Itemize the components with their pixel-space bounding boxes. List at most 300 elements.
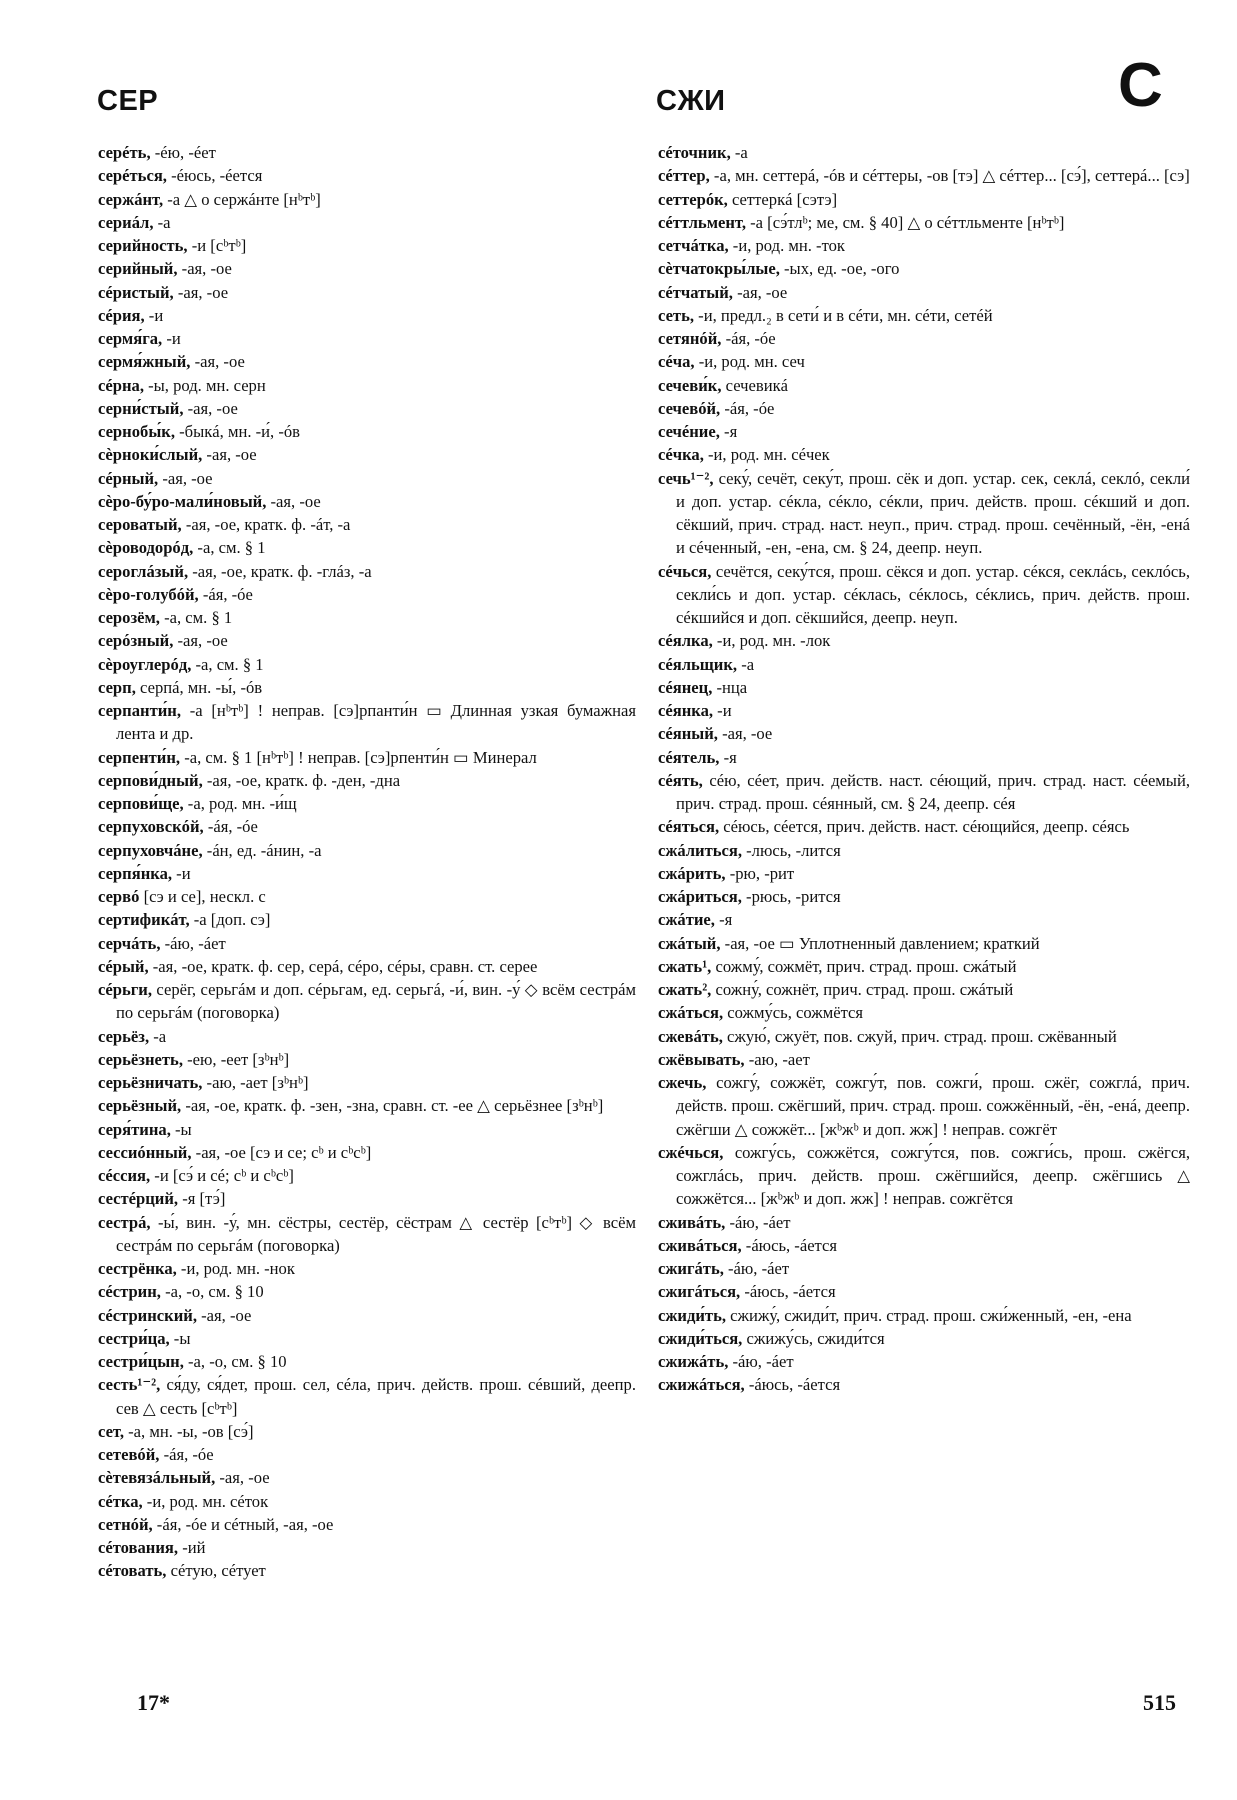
entry-definition: -áя, -óе — [203, 817, 258, 837]
entry-headword: серьёзный, — [98, 1096, 182, 1116]
dictionary-entry — [98, 1304, 636, 1327]
entry-definition: сожгу́, сожжёт, сожгу́т, пов. сожги́, прош. сжёг, сожглá, прич. действ. прош. сжёгший, прич. страд. прош. сожжённый, -ён, -енá, деепр. сжёгши △ сожжёт... [жᵇжᵇ и доп. жж] ! неправ. сожгёт — [676, 1073, 1190, 1139]
entry-headword: сернобы́к, — [98, 422, 175, 441]
entry-headword: сертификáт, — [98, 910, 190, 930]
dictionary-entry — [658, 327, 1190, 350]
dictionary-entry — [98, 1187, 636, 1210]
dictionary-entry — [98, 746, 636, 769]
entry-headword: сетевóй, — [98, 1445, 160, 1464]
entry-definition: -я [тэ́] — [178, 1189, 226, 1209]
entry-definition: сожму́сь, сожмётся — [723, 1003, 864, 1023]
entry-definition: -áя, -óе — [198, 584, 253, 604]
entry-definition: -áя, -óе и сéтный, -ая, -ое — [152, 1514, 334, 1534]
dictionary-entry — [658, 839, 1190, 862]
dictionary-entry — [98, 1164, 636, 1187]
entry-headword: сервó — [98, 887, 140, 906]
entry-headword: сжáрить, — [658, 863, 726, 883]
entry-headword: сéяльщик, — [658, 654, 738, 674]
entry-headword: сериáл, — [98, 212, 154, 232]
entry-definition: -áюсь, -áется — [741, 1235, 838, 1255]
dictionary-entry — [98, 583, 636, 606]
entry-headword: сжáться, — [658, 1003, 724, 1023]
entry-headword: сеть, — [658, 305, 695, 325]
entry-definition: -ая, -ое [сэ и се; сᵇ и сᵇсᵇ] — [191, 1142, 372, 1162]
dictionary-entry — [98, 1048, 636, 1071]
entry-headword: сеттерóк, — [658, 189, 728, 209]
entry-definition: -áюсь, -áется — [744, 1375, 841, 1395]
dictionary-entry — [98, 978, 636, 1025]
dictionary-entry — [98, 815, 636, 838]
entry-headword: серéться, — [98, 166, 167, 186]
entry-headword: сéялка, — [658, 631, 713, 651]
entry-definition: -ая, -ое — [202, 445, 257, 465]
dictionary-entry — [658, 699, 1190, 722]
entry-headword: сéстринский, — [98, 1305, 197, 1325]
entry-headword: сечéние, — [658, 422, 720, 441]
entry-headword: сечь¹⁻², — [658, 468, 714, 488]
dictionary-entry — [98, 443, 636, 466]
entry-definition: -ая, -ое, кратк. ф. -глáз, -а — [188, 561, 372, 581]
entry-headword: сèтчатокры́лые, — [658, 259, 780, 279]
dictionary-entry — [658, 1280, 1190, 1303]
entry-headword: серпенти́н, — [98, 747, 181, 767]
entry-definition: серёг, серьгáм и доп. сéрьгам, ед. серьгá, -и́, вин. -у́ ◇ всём сестрáм по серьгáм (поговорка) — [116, 980, 636, 1023]
entry-definition: сечевикá — [721, 375, 789, 395]
entry-headword: сèро-голубóй, — [98, 584, 199, 604]
entry-headword: сéрный, — [98, 468, 159, 488]
dictionary-entry — [658, 420, 1190, 443]
dictionary-entry — [658, 629, 1190, 652]
entry-headword: сéтования, — [98, 1538, 179, 1557]
entry-definition: -а, -о, см. § 10 — [160, 1282, 264, 1302]
entry-definition: сожгу́сь, сожжётся, сожгу́тся, пов. сожги́сь, прош. сжёгся, сожглáсь, прич. действ. прош. сжёгшийся, деепр. сжёгшись △ сожжётся... [жᵇжᵇ и доп. жж] ! неправ. сожгётся — [676, 1142, 1190, 1209]
entry-definition: сжижу́, сжиди́т, прич. страд. прош. сжи́женный, -ен, -ена — [726, 1305, 1132, 1325]
entry-definition: сожну́, сожнёт, прич. страд. прош. сжáтый — [711, 980, 1014, 999]
entry-headword: сжáтый, — [658, 933, 721, 953]
dictionary-entry — [98, 513, 636, 536]
dictionary-entry — [658, 1304, 1190, 1327]
dictionary-entry — [658, 443, 1190, 466]
dictionary-entry — [98, 536, 636, 559]
dictionary-entry — [98, 1466, 636, 1489]
entry-headword: сжёвывать, — [658, 1049, 745, 1069]
entry-definition: -ая, -ое ▭ Уплотненный давлением; краткий — [720, 933, 1040, 953]
entry-definition: -а, см. § 1 [нᵇтᵇ] ! неправ. [сэ]рпенти́н ▭ Минерал — [180, 747, 537, 767]
dictionary-entry — [658, 769, 1190, 816]
entry-definition: -áю, -áет — [160, 933, 226, 953]
entry-headword: сероглáзый, — [98, 561, 189, 581]
entry-definition: -а — [149, 1026, 167, 1046]
entry-headword: сестрá, — [98, 1212, 151, 1232]
entry-definition: -ая, -ое — [173, 282, 229, 302]
entry-definition: -ая, -ое — [197, 1305, 252, 1325]
entry-definition: -и — [172, 863, 191, 883]
dictionary-entry — [98, 1443, 636, 1466]
entry-headword: серни́стый, — [98, 398, 184, 418]
entry-definition: -и, предл.₂ в сети́ и в сéти, мн. сéти, сетéй — [694, 305, 993, 325]
entry-definition: -а [доп. сэ] — [189, 910, 271, 930]
dictionary-entry — [98, 908, 636, 931]
entry-headword: сéчься, — [658, 561, 712, 581]
entry-definition: -áн, ед. -áнин, -а — [202, 840, 322, 860]
entry-definition: -и, род. мн. -лок — [712, 631, 831, 651]
entry-headword: сжиди́ть, — [658, 1305, 726, 1325]
entry-headword: сжечь, — [658, 1073, 707, 1092]
entry-definition: сеттеркá [сэтэ] — [727, 189, 838, 209]
entry-definition: -áюсь, -áется — [740, 1282, 836, 1302]
entry-headword: серийность, — [98, 236, 188, 255]
entry-definition: -ая, -ое — [266, 491, 321, 511]
entry-headword: сжевáть, — [658, 1026, 723, 1046]
entry-definition: -éю, -éет — [150, 143, 216, 162]
entry-headword: сéрьги, — [98, 980, 152, 999]
entry-definition: -а [нᵇтᵇ] ! неправ. [сэ]рпанти́н ▭ Длинная узкая бумажная лента и др. — [116, 701, 636, 744]
dictionary-entry — [98, 350, 636, 373]
entry-headword: сéяный, — [658, 724, 718, 744]
dictionary-entry — [98, 211, 636, 234]
entry-definition: -áя, -óе — [720, 398, 775, 418]
dictionary-entry — [98, 420, 636, 443]
dictionary-entry — [658, 560, 1190, 630]
entry-headword: сживáться, — [658, 1235, 742, 1255]
dictionary-entry — [658, 676, 1190, 699]
dictionary-entry — [98, 1373, 636, 1420]
entry-definition: -а, см. § 1 — [191, 654, 264, 674]
entry-headword: сечеви́к, — [658, 375, 722, 395]
entry-headword: сéянец, — [658, 677, 713, 697]
entry-headword: сéянка, — [658, 701, 714, 720]
entry-headword: серпови́ще, — [98, 794, 184, 813]
entry-definition: -я — [714, 910, 733, 930]
entry-definition: -а [сэ́тлᵇ; ме, см. § 40] △ о сéттльменте [нᵇтᵇ] — [745, 212, 1065, 232]
entry-definition: -а, мн. -ы, -ов [сэ́] — [123, 1421, 254, 1441]
entry-definition: -а, мн. сеттерá, -óв и сéттеры, -ов [тэ] △ сéттер... [сэ́], сеттерá... [сэ] — [709, 166, 1190, 186]
entry-headword: сèроводорóд, — [98, 538, 194, 558]
entry-definition: -я — [719, 747, 737, 767]
entry-headword: сèроуглерóд, — [98, 654, 192, 674]
entry-definition: сéюсь, сéется, прич. действ. наст. сéющийся, деепр. сéясь — [719, 817, 1130, 837]
entry-definition: -ая, -ое — [732, 282, 788, 302]
dictionary-entry — [98, 1118, 636, 1141]
entry-definition: -и — [162, 329, 181, 348]
dictionary-entry — [658, 1048, 1190, 1071]
entry-headword: сжигáться, — [658, 1282, 741, 1302]
dictionary-entry — [98, 839, 636, 862]
entry-headword: сéять, — [658, 770, 703, 790]
dictionary-entry — [98, 560, 636, 583]
entry-headword: сет, — [98, 1421, 124, 1441]
dictionary-entry — [658, 350, 1190, 373]
dictionary-entry — [98, 257, 636, 280]
dictionary-entry — [98, 1327, 636, 1350]
entry-headword: серóзный, — [98, 631, 174, 651]
entry-definition: ся́ду, ся́дет, прош. сел, сéла, прич. действ. прош. сéвший, деепр. сев △ сесть [сᵇтᵇ] — [116, 1375, 636, 1418]
dictionary-entry — [98, 327, 636, 350]
entry-headword: сжижáть, — [658, 1352, 729, 1371]
entry-definition: -ая, -ое, кратк. ф. сер, серá, сéро, сéры, сравн. ст. серее — [148, 956, 538, 976]
entry-headword: серийный, — [98, 259, 178, 279]
entry-definition: -и, род. мн. -ток — [728, 236, 845, 255]
entry-headword: сéрый, — [98, 956, 149, 976]
dictionary-entry — [98, 234, 636, 257]
entry-definition: -нца — [712, 677, 748, 697]
entry-headword: сéристый, — [98, 282, 174, 302]
dictionary-entry — [98, 792, 636, 815]
entry-headword: серпанти́н, — [98, 701, 182, 720]
dictionary-entry — [98, 490, 636, 513]
dictionary-entry — [98, 1141, 636, 1164]
dictionary-entry — [658, 164, 1190, 187]
entry-headword: сèро-бу́ро-мали́новый, — [98, 491, 267, 511]
dictionary-entry — [98, 467, 636, 490]
entry-definition: -ая, -ое, кратк. ф. -áт, -а — [181, 515, 351, 534]
entry-headword: сермя́жный, — [98, 352, 191, 372]
entry-definition: -а, см. § 1 — [159, 608, 233, 627]
entry-headword: сжать¹, — [658, 956, 712, 976]
dictionary-entry — [658, 978, 1190, 1001]
dictionary-entry — [658, 955, 1190, 978]
dictionary-entry — [98, 1280, 636, 1303]
entry-headword: сéтовать, — [98, 1561, 167, 1581]
dictionary-entry — [658, 1141, 1190, 1211]
entry-headword: сетчáтка, — [658, 236, 729, 255]
entry-headword: сèрноки́слый, — [98, 445, 203, 465]
right-column — [658, 141, 1190, 1397]
entry-headword: серпуховскóй, — [98, 817, 204, 837]
dictionary-entry — [98, 606, 636, 629]
entry-definition: -ею, -еет [зᵇнᵇ] — [182, 1049, 290, 1069]
dictionary-entry — [98, 885, 636, 908]
entry-definition: -ая, -ое — [158, 468, 213, 488]
entry-definition: сожму́, сожмёт, прич. страд. прош. сжáтый — [711, 956, 1017, 976]
entry-definition: -аю, -ает [зᵇнᵇ] — [202, 1073, 309, 1092]
entry-definition: -ая, -ое — [190, 352, 245, 372]
dictionary-entry — [658, 815, 1190, 838]
dictionary-entry — [658, 1234, 1190, 1257]
dictionary-entry — [658, 374, 1190, 397]
entry-definition: -ы — [170, 1119, 192, 1139]
entry-headword: сетянóй, — [658, 329, 722, 348]
entry-headword: сéтка, — [98, 1491, 143, 1511]
entry-definition: -éюсь, -éется — [166, 166, 263, 186]
entry-definition: -ая, -ое — [717, 724, 773, 744]
dictionary-entry — [658, 281, 1190, 304]
entry-headword: серчáть, — [98, 933, 161, 953]
dictionary-entry — [98, 1420, 636, 1443]
dictionary-entry — [98, 1536, 636, 1559]
entry-definition: -и — [713, 701, 732, 720]
entry-definition: -ая, -ое — [215, 1468, 270, 1488]
signature-mark: 17* — [137, 1690, 170, 1715]
dictionary-entry — [658, 1373, 1190, 1396]
entry-definition: -ая, -ое — [177, 259, 232, 279]
dictionary-entry — [658, 141, 1190, 164]
dictionary-entry — [98, 955, 636, 978]
running-head-left: СЕР — [97, 85, 159, 117]
dictionary-entry — [658, 1350, 1190, 1373]
entry-headword: сетнóй, — [98, 1514, 153, 1534]
entry-definition: -люсь, -лится — [741, 840, 841, 860]
dictionary-entry — [98, 699, 636, 746]
dictionary-entry — [98, 676, 636, 699]
entry-headword: сжиди́ться, — [658, 1328, 743, 1348]
entry-definition: -ая, -ое — [173, 631, 228, 651]
entry-definition: -ы — [169, 1328, 191, 1348]
entry-definition: -ы́, вин. -у́, мн. сёстры, сестёр, сёстрам △ сестёр [сᵇтᵇ] ◇ всём сестрáм по серьгáм (поговорка) — [116, 1212, 636, 1255]
entry-definition: -я — [719, 422, 738, 441]
entry-definition: -а △ о сержáнте [нᵇтᵇ] — [163, 189, 321, 209]
entry-headword: сживáть, — [658, 1212, 726, 1232]
entry-headword: сжáлиться, — [658, 840, 742, 860]
entry-headword: сестри́ца, — [98, 1328, 170, 1348]
entry-definition: -и, род. мн. сéчек — [703, 445, 830, 465]
entry-definition: -быкá, мн. -и́, -óв — [174, 422, 301, 441]
entry-headword: сéттльмент, — [658, 212, 746, 232]
entry-headword: сéчка, — [658, 445, 704, 465]
entry-headword: сжáтие, — [658, 910, 715, 930]
entry-definition: -а — [737, 654, 755, 674]
dictionary-entry — [658, 211, 1190, 234]
dictionary-entry — [658, 932, 1190, 955]
section-letter: С — [1118, 51, 1163, 120]
dictionary-entry — [98, 1211, 636, 1258]
dictionary-entry — [98, 653, 636, 676]
entry-headword: сéрна, — [98, 375, 144, 395]
entry-headword: сессиóнный, — [98, 1142, 192, 1162]
dictionary-entry — [658, 1327, 1190, 1350]
entry-definition: -аю, -ает — [744, 1049, 810, 1069]
entry-headword: сжать², — [658, 980, 712, 999]
page-number: 515 — [1143, 1690, 1176, 1715]
entry-definition: -áя, -óе — [159, 1445, 214, 1464]
dictionary-entry — [98, 1071, 636, 1094]
entry-headword: сéятель, — [658, 747, 720, 767]
entry-headword: серозём, — [98, 608, 160, 627]
dictionary-entry — [98, 1025, 636, 1048]
dictionary-entry — [98, 1257, 636, 1280]
entry-definition: -а, см. § 1 — [193, 538, 266, 558]
entry-definition: сéю, сéет, прич. действ. наст. сéющий, прич. страд. наст. сéемый, прич. страд. прош. сéянный, см. § 24, деепр. сéя — [676, 770, 1190, 813]
entry-definition: -áя, -óе — [721, 329, 776, 348]
dictionary-entry — [658, 653, 1190, 676]
entry-definition: -ий — [178, 1538, 206, 1557]
entry-headword: серпуховчáне, — [98, 840, 203, 860]
entry-definition: -ая, -ое — [183, 398, 238, 418]
entry-definition: -áю, -áет — [725, 1212, 791, 1232]
entry-definition: -и — [144, 305, 164, 325]
entry-definition: -а — [730, 143, 748, 162]
entry-headword: серьёз, — [98, 1026, 150, 1046]
entry-definition: -ая, -ое, кратк. ф. -зен, -зна, сравн. ст. -ее △ серьёзнее [зᵇнᵇ] — [181, 1096, 604, 1116]
dictionary-entry — [98, 1490, 636, 1513]
entry-definition: -ы, род. мн. серн — [143, 375, 266, 395]
entry-headword: сéча, — [658, 352, 695, 372]
entry-definition: [сэ и се], нескл. с — [139, 887, 266, 906]
entry-definition: -а, род. мн. -и́щ — [183, 794, 297, 813]
entry-headword: сжéчься, — [658, 1142, 724, 1162]
entry-headword: сесть¹⁻², — [98, 1375, 161, 1395]
entry-headword: сечевóй, — [658, 398, 721, 418]
entry-headword: серпови́дный, — [98, 770, 203, 790]
entry-definition: -и [сᵇтᵇ] — [187, 236, 247, 255]
dictionary-entry — [98, 1094, 636, 1117]
entry-headword: сестéрций, — [98, 1189, 179, 1209]
entry-definition: -ых, ед. -ое, -ого — [779, 259, 900, 279]
entry-headword: сéссия, — [98, 1166, 151, 1185]
entry-definition: сжую́, сжуёт, пов. сжуй, прич. страд. прош. сжёванный — [722, 1026, 1117, 1046]
dictionary-entry — [658, 862, 1190, 885]
entry-headword: сéтчатый, — [658, 282, 733, 302]
dictionary-entry — [98, 141, 636, 164]
dictionary-entry — [658, 885, 1190, 908]
dictionary-entry — [98, 1350, 636, 1373]
entry-definition: -áю, -áет — [728, 1352, 794, 1371]
dictionary-entry — [98, 1513, 636, 1536]
entry-definition: -а — [153, 212, 171, 232]
entry-definition: -и, род. мн. сеч — [694, 352, 805, 372]
entry-headword: сéяться, — [658, 817, 720, 837]
dictionary-entry — [658, 234, 1190, 257]
entry-headword: сероватый, — [98, 515, 182, 534]
dictionary-entry — [658, 908, 1190, 931]
entry-headword: сестрёнка, — [98, 1259, 177, 1278]
entry-definition: секу́, сечёт, секу́т, прош. сёк и доп. устар. сек, секлá, секлó, секли́ и доп. устар. сéкла, сéкло, сéкли, прич. действ. прош. сéкший и доп. сёкший, прич. страд. наст. неуп., прич. страд. прош. сечённый, -ён, -енá и сéченный, -ен, -ена, см. § 24, деепр. неуп. — [676, 468, 1190, 558]
entry-definition: -ая, -ое, кратк. ф. -ден, -дна — [202, 770, 401, 790]
dictionary-entry — [98, 281, 636, 304]
entry-definition: -áю, -áет — [723, 1259, 790, 1278]
entry-headword: серьёзнеть, — [98, 1049, 183, 1069]
dictionary-entry — [98, 862, 636, 885]
entry-headword: сермя́га, — [98, 329, 163, 348]
entry-headword: сжижáться, — [658, 1375, 745, 1395]
dictionary-entry — [658, 1001, 1190, 1024]
entry-headword: сéстрин, — [98, 1282, 161, 1302]
dictionary-entry — [98, 188, 636, 211]
entry-headword: сержáнт, — [98, 189, 164, 209]
dictionary-entry — [658, 1257, 1190, 1280]
dictionary-entry — [658, 467, 1190, 560]
entry-definition: сéтую, сéтует — [166, 1561, 266, 1581]
entry-headword: сжигáть, — [658, 1259, 724, 1278]
dictionary-entry — [658, 257, 1190, 280]
running-head-right: СЖИ — [656, 85, 726, 117]
entry-definition: -а, -о, см. § 10 — [183, 1352, 287, 1371]
dictionary-entry — [98, 164, 636, 187]
entry-definition: -и [сэ́ и сé; сᵇ и сᵇсᵇ] — [150, 1166, 294, 1185]
left-column — [98, 141, 636, 1583]
dictionary-entry — [658, 188, 1190, 211]
dictionary-entry — [98, 304, 636, 327]
entry-definition: -и, род. мн. -нок — [176, 1259, 295, 1278]
dictionary-entry — [98, 629, 636, 652]
entry-headword: сжáриться, — [658, 887, 742, 906]
dictionary-entry — [658, 304, 1190, 327]
entry-headword: сéттер, — [658, 166, 710, 186]
dictionary-entry — [658, 397, 1190, 420]
entry-definition: сечётся, секу́тся, прош. сёкся и доп. устар. сéкся, секлáсь, секлóсь, секли́сь и доп. устар. сéклась, сéклось, сéклись, прич. действ. прош. сéкшийся и доп. сёкшийся, деепр. неуп. — [676, 561, 1190, 627]
entry-definition: серпá, мн. -ы́, -óв — [135, 677, 263, 697]
entry-headword: сестри́цын, — [98, 1352, 184, 1371]
dictionary-entry — [658, 1211, 1190, 1234]
entry-headword: серéть, — [98, 143, 151, 162]
entry-headword: сéрия, — [98, 305, 145, 325]
dictionary-entry — [658, 1025, 1190, 1048]
dictionary-entry — [658, 1071, 1190, 1141]
dictionary-entry — [98, 374, 636, 397]
entry-definition: -рюсь, -рится — [741, 887, 841, 906]
entry-definition: сжижу́сь, сжиди́тся — [742, 1328, 885, 1348]
entry-definition: -и, род. мн. сéток — [142, 1491, 269, 1511]
